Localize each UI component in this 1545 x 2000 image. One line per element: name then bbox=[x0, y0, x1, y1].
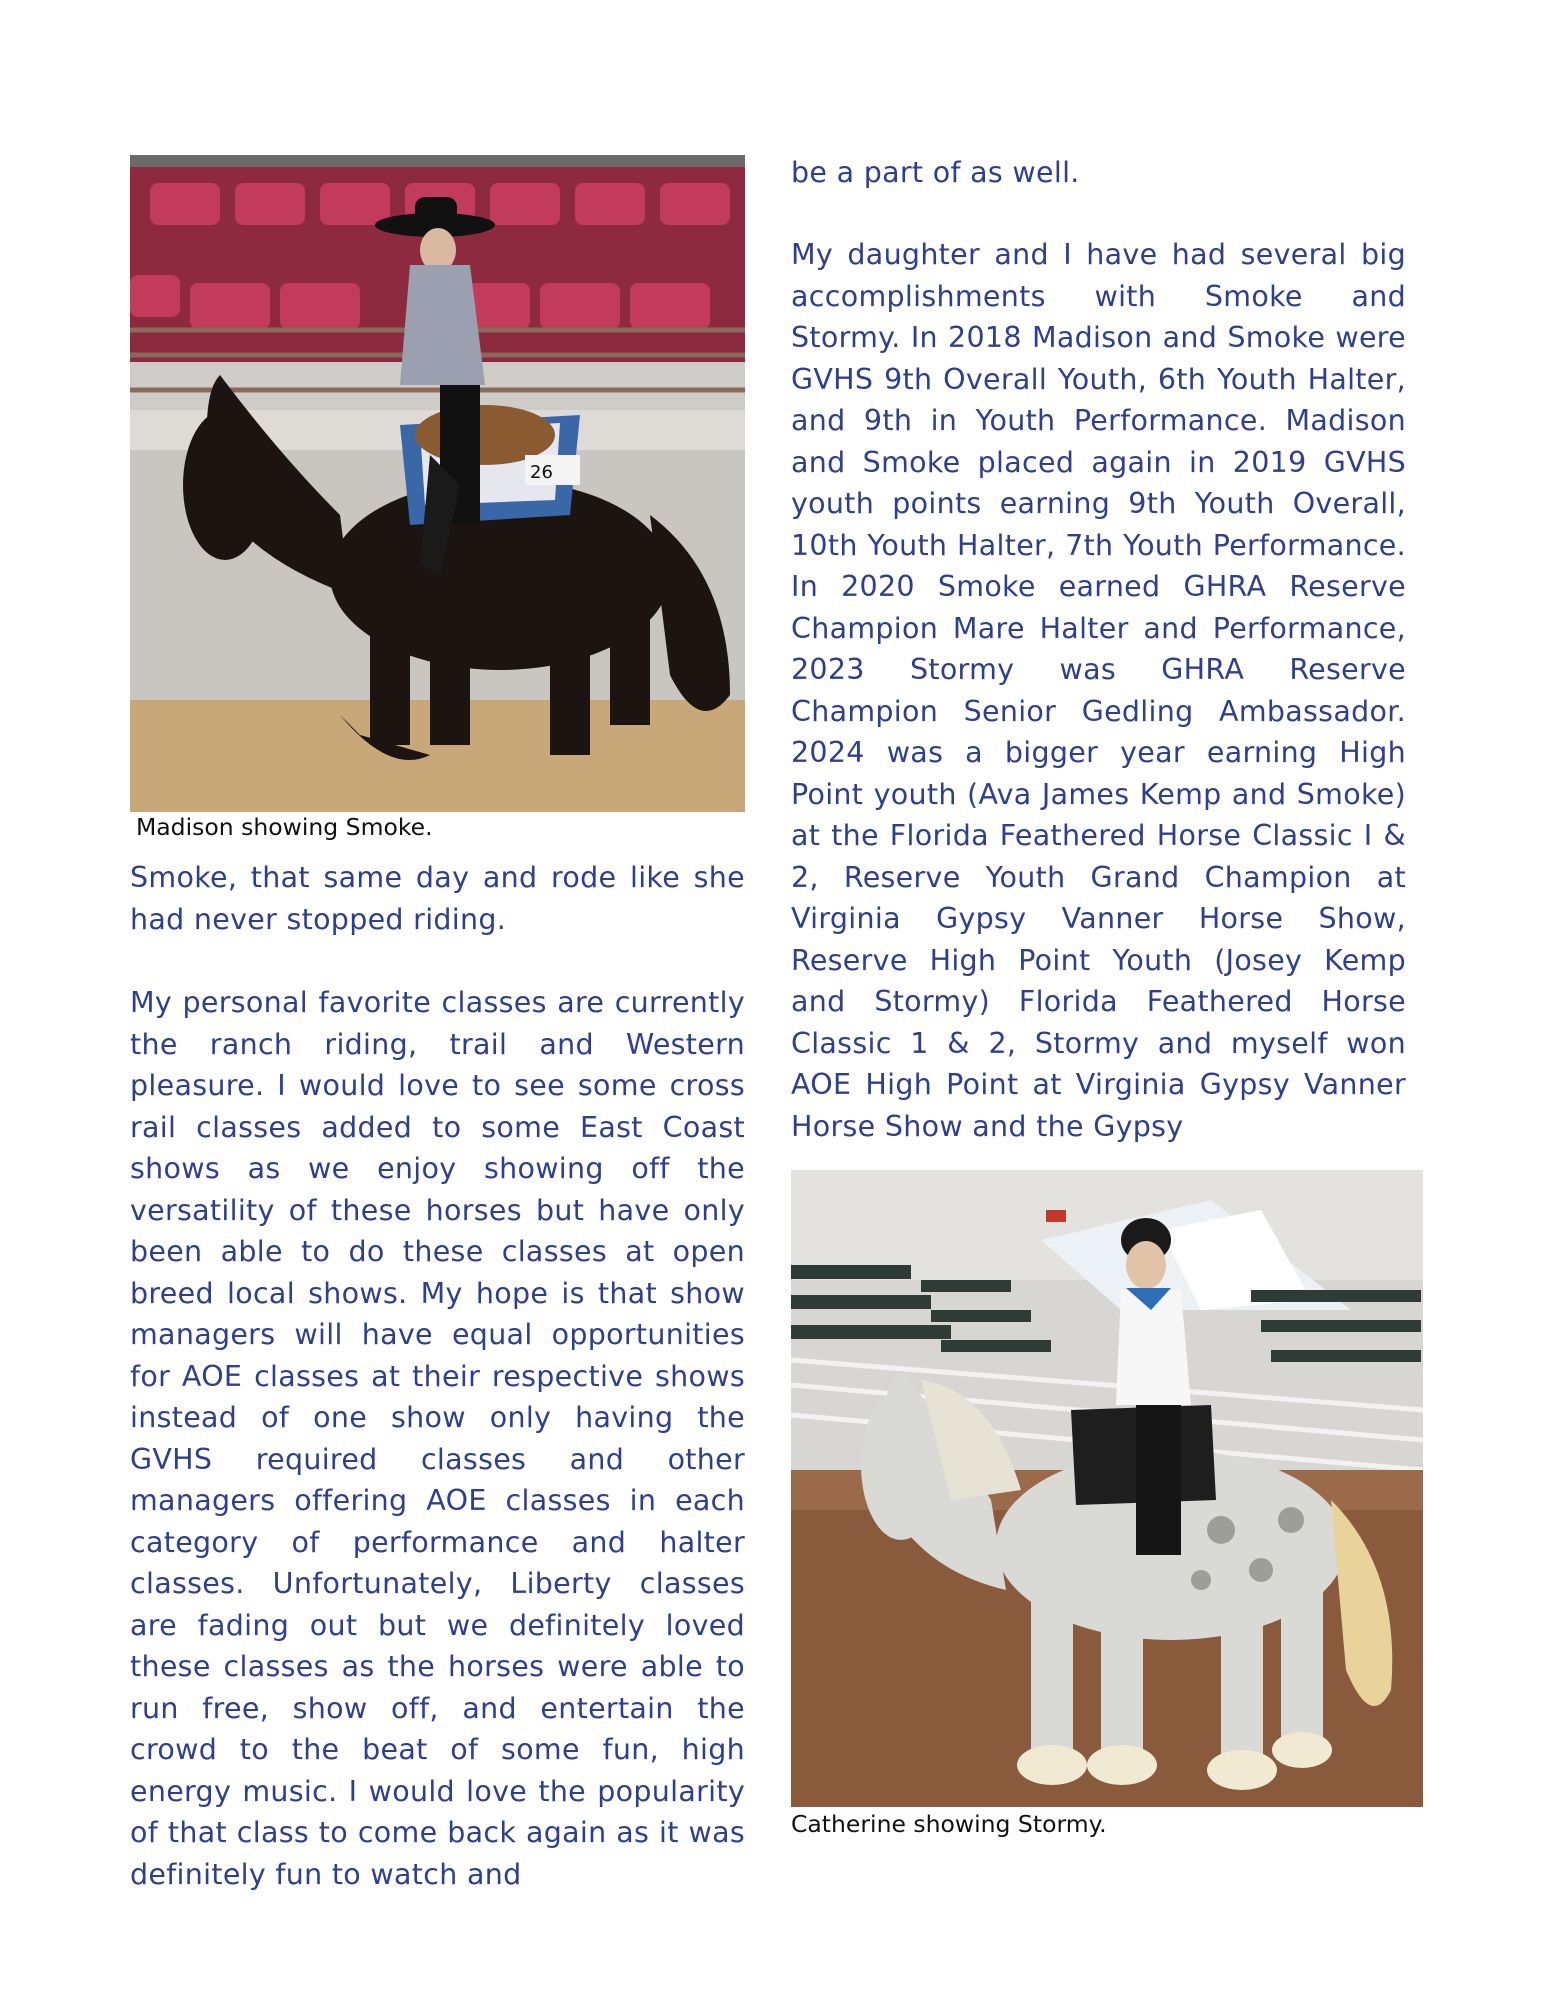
continuation-paragraph: be a part of as well. bbox=[791, 156, 1080, 189]
left-body-text bbox=[130, 982, 745, 1895]
right-body-text bbox=[791, 234, 1406, 1147]
bib-number: 26 bbox=[530, 462, 553, 483]
continuation-paragraph: Smoke, that same day and rode like she had never stopped riding. bbox=[130, 861, 745, 936]
right-continuation-text bbox=[791, 152, 1406, 194]
left-continuation-text bbox=[130, 857, 745, 940]
favorite-classes-paragraph: My personal favorite classes are currently the ranch riding, trail and Western pleasure. I would love to see some cross rail classes added to some East Coast shows as we enjoy showing off the versatility of these horses but have only been able to do these classes at open breed local shows. My hope is that show managers will have equal opportunities for AOE classes at their respective shows instead of one show only having the GVHS required classes and other managers offering AOE classes in each category of performance and halter classes. Unfortunately, Liberty classes are fading out but we definitely loved these classes as the horses were able to run free, show off, and entertain the crowd to the beat of some fun, high energy music. I would love the popularity of that class to come back again as it was definitely fun to watch and bbox=[130, 986, 745, 1891]
catherine-stormy-photo bbox=[791, 1170, 1423, 1807]
accomplishments-paragraph: My daughter and I have had several big accomplishments with Smoke and Stormy. In 2018 Madison and Smoke were GVHS 9th Overall Youth, 6th Youth Halter, and 9th in Youth Performance. Madison and Smoke placed again in 2019 GVHS youth points earning 9th Youth Overall, 10th Youth Halter, 7th Youth Performance. In 2020 Smoke earned GHRA Reserve Champion Mare Halter and Performance, 2023 Stormy was GHRA Reserve Champion Senior Gedling Ambassador. 2024 was a bigger year earning High Point youth (Ava James Kemp and Smoke) at the Florida Feathered Horse Classic I & 2, Reserve Youth Grand Champion at Virginia Gypsy Vanner Horse Show, Reserve High Point Youth (Josey Kemp and Stormy) Florida Feathered Horse Classic 1 & 2, Stormy and myself won AOE High Point at Virginia Gypsy Vanner Horse Show and the Gypsy bbox=[791, 238, 1406, 1143]
madison-smoke-photo bbox=[130, 155, 745, 812]
photo-caption-catherine: Catherine showing Stormy. bbox=[791, 1810, 1107, 1838]
photo-caption-madison: Madison showing Smoke. bbox=[136, 813, 433, 841]
